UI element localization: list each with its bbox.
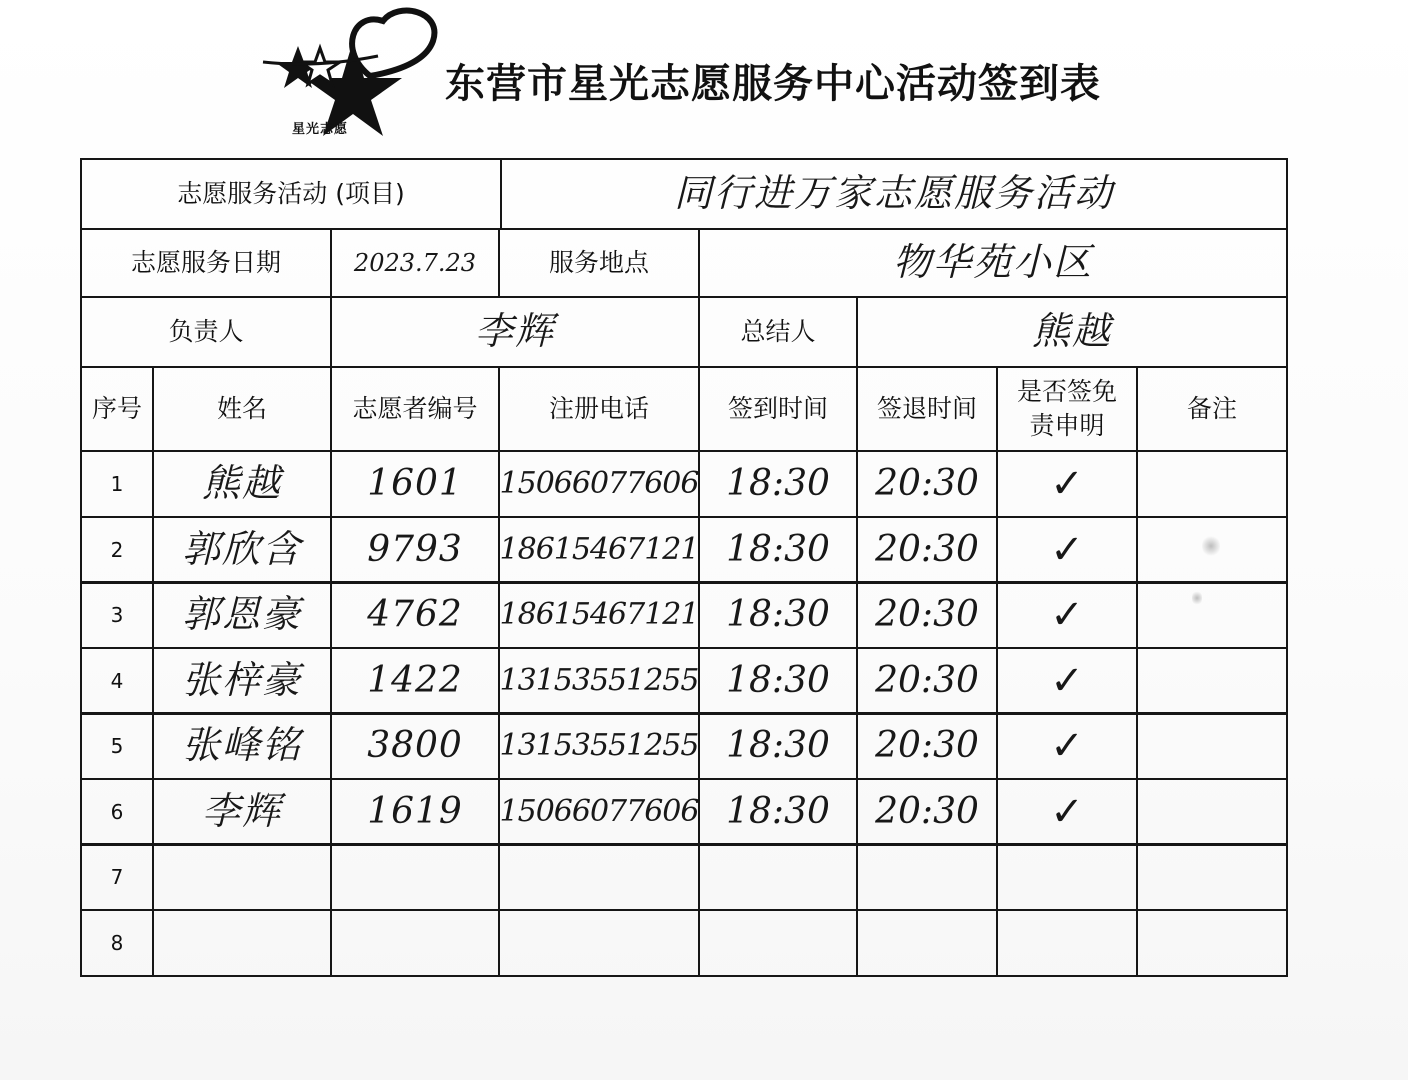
row-name: 熊越	[152, 450, 332, 518]
row-note	[1136, 647, 1288, 715]
row-seq: 8	[80, 909, 154, 977]
row-seq: 5	[80, 712, 154, 780]
row-note	[1136, 909, 1288, 977]
row-volunteer-id: 3800	[330, 712, 500, 780]
row-phone	[498, 843, 700, 911]
row-note	[1136, 843, 1288, 911]
row-name: 张峰铭	[152, 712, 332, 780]
row-name	[152, 909, 332, 977]
row-sign-in: 18:30	[698, 647, 858, 715]
summarizer-label: 总结人	[698, 296, 858, 368]
row-name: 李辉	[152, 778, 332, 846]
row-name: 郭恩豪	[152, 581, 332, 649]
row-sign-out: 20:30	[856, 450, 998, 518]
row-volunteer-id: 9793	[330, 516, 500, 584]
ink-smudge	[1202, 535, 1220, 557]
leader-label: 负责人	[80, 296, 332, 368]
row-sign-out: 20:30	[856, 647, 998, 715]
row-phone	[498, 909, 700, 977]
row-phone: 13153551255	[498, 647, 700, 715]
row-waiver-check: ✓	[996, 450, 1138, 518]
header-sign-in: 签到时间	[698, 366, 858, 452]
location-label: 服务地点	[498, 228, 700, 298]
row-seq: 1	[80, 450, 154, 518]
row-sign-out	[856, 843, 998, 911]
row-waiver-check: ✓	[996, 581, 1138, 649]
row-name: 郭欣含	[152, 516, 332, 584]
row-waiver-check: ✓	[996, 516, 1138, 584]
row-sign-in: 18:30	[698, 581, 858, 649]
row-sign-out: 20:30	[856, 778, 998, 846]
row-volunteer-id	[330, 909, 500, 977]
header-waiver-line2: 责申明	[1029, 411, 1105, 440]
row-sign-in: 18:30	[698, 516, 858, 584]
header-waiver	[996, 366, 1138, 452]
row-sign-out: 20:30	[856, 516, 998, 584]
row-waiver-check	[996, 843, 1138, 911]
row-waiver-check: ✓	[996, 778, 1138, 846]
header-note: 备注	[1136, 366, 1288, 452]
row-seq: 7	[80, 843, 154, 911]
header-sign-out: 签退时间	[856, 366, 998, 452]
page-title: 东营市星光志愿服务中心活动签到表	[445, 61, 1101, 107]
row-volunteer-id: 1601	[330, 450, 500, 518]
ink-smudge	[1192, 590, 1202, 606]
row-seq: 2	[80, 516, 154, 584]
row-seq: 6	[80, 778, 154, 846]
header-seq: 序号	[80, 366, 154, 452]
row-sign-out: 20:30	[856, 712, 998, 780]
row-volunteer-id	[330, 843, 500, 911]
row-volunteer-id: 1619	[330, 778, 500, 846]
row-name: 张梓豪	[152, 647, 332, 715]
row-name	[152, 843, 332, 911]
row-phone: 15066077606	[498, 450, 700, 518]
row-volunteer-id: 4762	[330, 581, 500, 649]
summarizer-value: 熊越	[856, 296, 1288, 368]
activity-value: 同行进万家志愿服务活动	[500, 158, 1288, 230]
row-note	[1136, 778, 1288, 846]
row-sign-out	[856, 909, 998, 977]
row-phone: 13153551255	[498, 712, 700, 780]
header-waiver-line1: 是否签免	[1016, 377, 1117, 407]
logo-text: 星光志愿	[292, 122, 349, 137]
row-sign-in	[698, 843, 858, 911]
row-sign-in	[698, 909, 858, 977]
date-value: 2023.7.23	[330, 228, 500, 298]
date-label: 志愿服务日期	[80, 228, 332, 298]
row-seq: 4	[80, 647, 154, 715]
leader-value: 李辉	[330, 296, 700, 368]
row-waiver-check	[996, 909, 1138, 977]
row-volunteer-id: 1422	[330, 647, 500, 715]
row-sign-in: 18:30	[698, 712, 858, 780]
row-note	[1136, 581, 1288, 649]
row-note	[1136, 712, 1288, 780]
row-waiver-check: ✓	[996, 712, 1138, 780]
row-phone: 15066077606	[498, 778, 700, 846]
row-sign-out: 20:30	[856, 581, 998, 649]
row-note	[1136, 450, 1288, 518]
row-phone: 18615467121	[498, 516, 700, 584]
sign-in-table	[80, 158, 1288, 974]
header-name: 姓名	[152, 366, 332, 452]
row-sign-in: 18:30	[698, 778, 858, 846]
header-phone: 注册电话	[498, 366, 700, 452]
header-volunteer-id: 志愿者编号	[330, 366, 500, 452]
row-seq: 3	[80, 581, 154, 649]
location-value: 物华苑小区	[698, 228, 1288, 298]
row-phone: 18615467121	[498, 581, 700, 649]
row-waiver-check: ✓	[996, 647, 1138, 715]
row-sign-in: 18:30	[698, 450, 858, 518]
activity-label: 志愿服务活动 (项目)	[80, 158, 502, 230]
